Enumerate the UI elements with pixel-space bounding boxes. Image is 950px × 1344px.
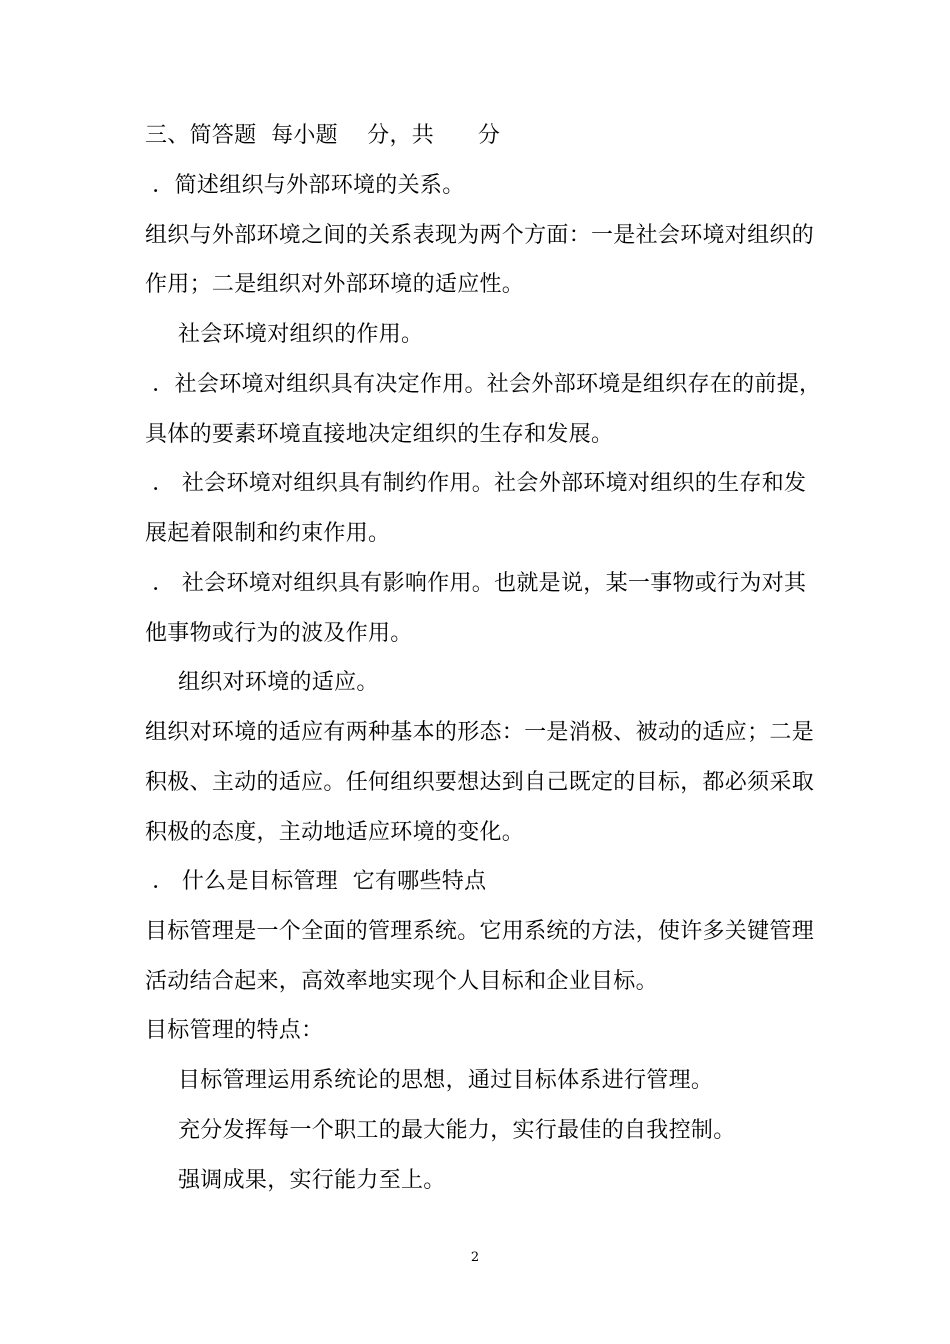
paragraph-line: 积极的态度，主动地适应环境的变化。 xyxy=(145,820,525,845)
subheading-adaptation: 组织对环境的适应。 xyxy=(178,670,379,695)
feature-item: 充分发挥每一个职工的最大能力，实行最佳的自我控制。 xyxy=(178,1118,736,1143)
section-heading: 三、简答题 每小题 分，共 分 xyxy=(145,123,501,148)
paragraph-line: 目标管理的特点： xyxy=(145,1018,324,1043)
paragraph-line: ． 社会环境对组织具有影响作用。也就是说，某一事物或行为对其 xyxy=(145,571,807,596)
paragraph-line: ．社会环境对组织具有决定作用。社会外部环境是组织存在的前提， xyxy=(145,372,822,397)
paragraph-line: 他事物或行为的波及作用。 xyxy=(145,621,413,646)
subheading-social-environment: 社会环境对组织的作用。 xyxy=(178,322,424,347)
question-1: ．简述组织与外部环境的关系。 xyxy=(145,173,465,198)
paragraph-line: 组织对环境的适应有两种基本的形态：一是消极、被动的适应；二是 xyxy=(145,720,815,745)
paragraph-line: 作用；二是组织对外部环境的适应性。 xyxy=(145,272,525,297)
question-2: ． 什么是目标管理 它有哪些特点 xyxy=(145,869,487,894)
paragraph-line: 积极、主动的适应。任何组织要想达到自己既定的目标，都必须采取 xyxy=(145,770,815,795)
page-number: 2 xyxy=(470,1250,480,1265)
feature-item: 强调成果，实行能力至上。 xyxy=(178,1168,446,1193)
paragraph-line: 组织与外部环境之间的关系表现为两个方面：一是社会环境对组织的 xyxy=(145,223,815,248)
paragraph-line: 展起着限制和约束作用。 xyxy=(145,521,391,546)
paragraph-line: 活动结合起来，高效率地实现个人目标和企业目标。 xyxy=(145,969,658,994)
paragraph-line: 具体的要素环境直接地决定组织的生存和发展。 xyxy=(145,422,614,447)
paragraph-line: 目标管理是一个全面的管理系统。它用系统的方法，使许多关键管理 xyxy=(145,919,815,944)
feature-item: 目标管理运用系统论的思想，通过目标体系进行管理。 xyxy=(178,1068,714,1093)
paragraph-line: ． 社会环境对组织具有制约作用。社会外部环境对组织的生存和发 xyxy=(145,471,807,496)
